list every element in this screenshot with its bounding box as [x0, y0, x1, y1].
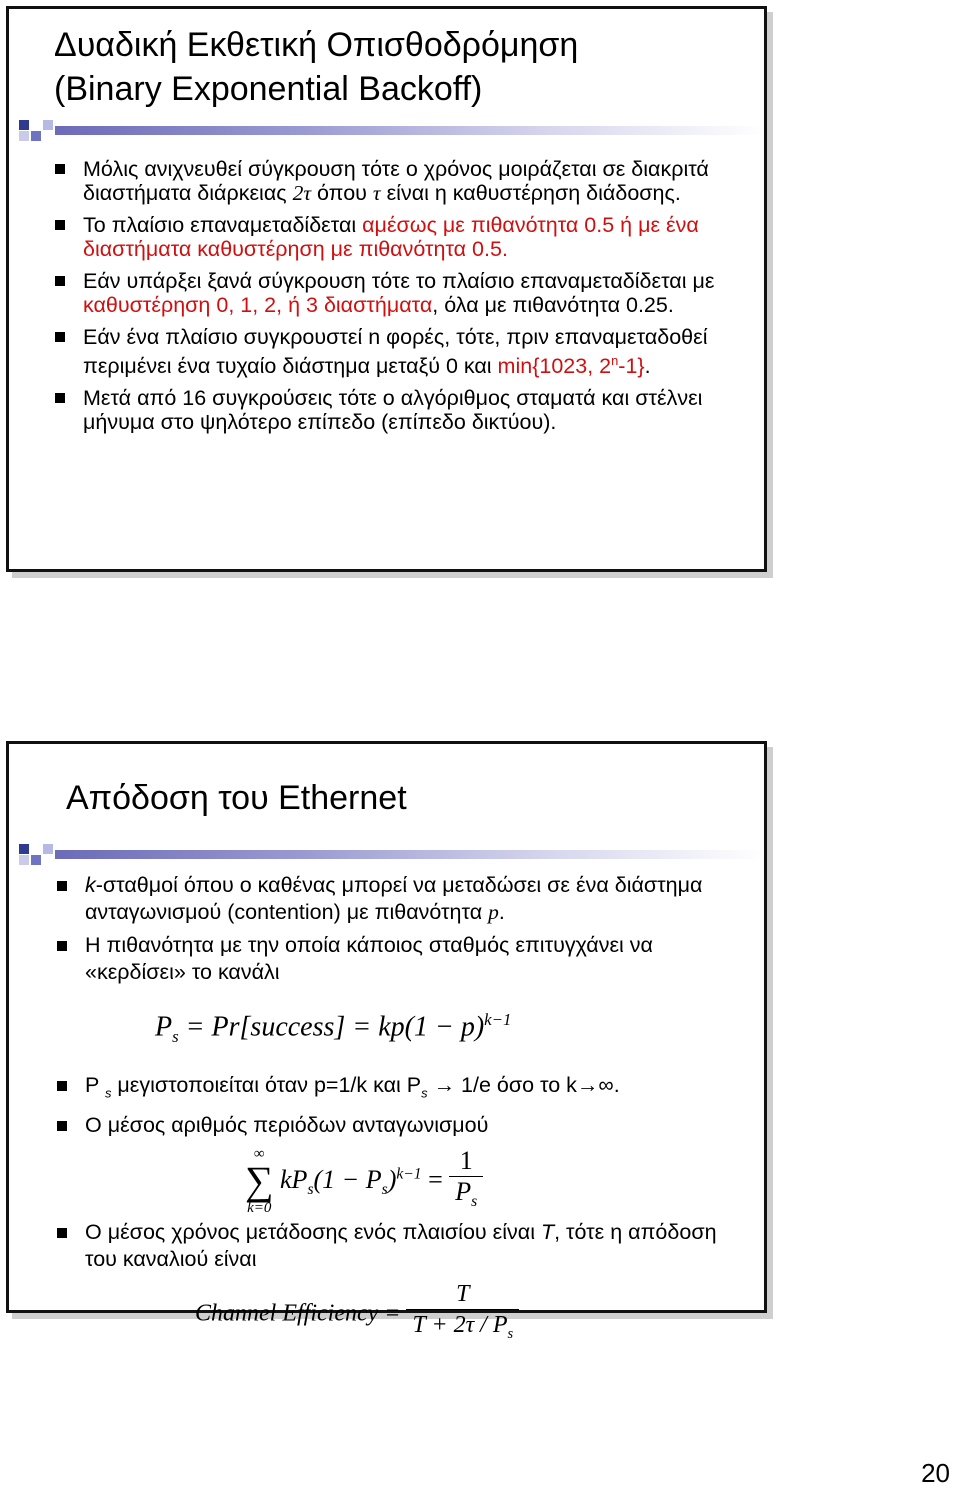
- slide-title: [54, 23, 578, 111]
- fraction-denominator: [449, 1177, 483, 1217]
- bullet-square-icon: [55, 164, 65, 174]
- title-rule: [19, 844, 764, 866]
- list-item: [53, 269, 743, 317]
- sum-upper: ∞: [253, 1146, 265, 1163]
- formula-sup: k−1: [396, 1164, 422, 1182]
- list-item: [53, 325, 743, 378]
- sum-body: [280, 1164, 450, 1198]
- bullet-square-icon: [57, 1228, 67, 1238]
- fraction-numerator: T: [406, 1279, 519, 1310]
- formula-sub: s: [172, 1026, 179, 1046]
- fraction-numerator: 1: [449, 1146, 483, 1177]
- title-line-1: Δυαδική Εκθετική Οπισθοδρόμηση: [54, 26, 579, 64]
- list-item: [55, 932, 745, 1064]
- list-item: [55, 1072, 745, 1106]
- fraction-1-over-ps: [449, 1146, 483, 1217]
- formula-text: (1 − P: [313, 1164, 382, 1194]
- bullet-text: όπου: [311, 181, 373, 205]
- list-item: [55, 1219, 745, 1343]
- bullet-square-icon: [55, 276, 65, 286]
- formula-mean-contention: [85, 1145, 745, 1217]
- min-expr-end: -1}: [618, 354, 645, 379]
- bullet-text: Ο μέσος αριθμός περιόδων ανταγωνισμού: [85, 1113, 489, 1138]
- list-item: [55, 1112, 745, 1217]
- formula-text: P: [455, 1176, 472, 1206]
- bullet-text: → 1/e όσο το k→∞.: [427, 1073, 620, 1097]
- bullet-square-icon: [55, 393, 65, 403]
- title-rule: [19, 120, 764, 142]
- list-item: [53, 386, 743, 434]
- symbol-k: k: [85, 873, 96, 897]
- bullet-list: [55, 872, 745, 1351]
- fraction-efficiency: [406, 1279, 519, 1349]
- formula-channel-efficiency: [85, 1279, 745, 1343]
- bullet-text: P: [85, 1073, 105, 1097]
- symbol-T: T: [540, 1220, 555, 1245]
- bullet-square-icon: [57, 1081, 67, 1091]
- highlight-text: καθυστέρηση 0, 1, 2, ή 3 διαστήματα: [83, 293, 433, 317]
- symbol-tau: τ: [372, 181, 381, 205]
- formula-sup: k−1: [484, 1010, 512, 1029]
- formula-text: ): [387, 1164, 397, 1194]
- list-item: [55, 872, 745, 926]
- formula-text: T + 2τ / P: [412, 1312, 508, 1339]
- formula-lhs: Channel Efficiency =: [195, 1300, 407, 1327]
- formula-success-probability: [85, 992, 745, 1064]
- bullet-text: Μόλις ανιχνευθεί σύγκρουση τότε ο χρόνος μοιράζεται σε διακριτά διαστήματα διάρκειας: [83, 157, 709, 205]
- symbol-2tau: 2τ: [292, 181, 312, 205]
- bullet-text: μεγιστοποιείται όταν p=1/k και P: [111, 1073, 422, 1097]
- formula-sub: s: [307, 1180, 314, 1198]
- sum-lower: k=0: [247, 1200, 272, 1217]
- subscript-s: s: [421, 1085, 428, 1101]
- list-item: [53, 157, 743, 205]
- formula-sub: s: [507, 1326, 514, 1343]
- highlight-text: [498, 354, 645, 378]
- bullet-text: είναι η καθυστέρηση διάδοσης.: [380, 181, 681, 205]
- bullet-text: , τότε η απόδοση του καναλιού είναι: [85, 1220, 717, 1272]
- bullet-text: Η πιθανότητα με την οποία κάποιος σταθμός επιτυγχάνει να «κερδίσει» το κανάλι: [85, 933, 653, 984]
- sum-symbol: [245, 1145, 274, 1217]
- bullet-text: .: [498, 900, 505, 924]
- bullet-text: -σταθμοί όπου ο καθένας μπορεί να μεταδώσει σε ένα διάστημα ανταγωνισμού (contention) με πιθανότητα: [85, 873, 703, 924]
- bullet-text: Το πλαίσιο επαναμεταδίδεται: [83, 213, 363, 237]
- bullet-square-icon: [55, 332, 65, 342]
- min-expr: min{1023, 2: [497, 354, 612, 379]
- subscript-s: s: [104, 1085, 112, 1101]
- bullet-square-icon: [57, 881, 67, 891]
- bullet-text: Ο μέσος χρόνος μετάδοσης ενός πλαισίου είναι: [85, 1220, 541, 1245]
- bullet-text: .: [644, 354, 651, 379]
- symbol-p: p: [488, 900, 499, 924]
- bullet-list: [53, 157, 743, 442]
- formula-text: P: [155, 1011, 173, 1043]
- equals: =: [421, 1164, 450, 1194]
- bullet-text: Εάν ένα πλαίσιο συγκρουστεί n φορές, τότε, πριν επαναμεταδοθεί περιμένει ένα τυχαίο διάστημα μεταξύ 0 και: [83, 325, 708, 379]
- slide-title: Απόδοση του Ethernet: [66, 779, 407, 817]
- bullet-square-icon: [57, 941, 67, 951]
- highlight-text: αμέσως με πιθανότητα 0.5 ή με ένα διαστήματα καθυστέρηση με πιθανότητα 0.5.: [83, 213, 699, 261]
- page-number: 20: [921, 1458, 950, 1488]
- fraction-denominator: [406, 1310, 519, 1349]
- bullet-text: Μετά από 16 συγκρούσεις τότε ο αλγόριθμος σταματά και στέλνει μήνυμα στο ψηλότερο επίπεδο (επίπεδο δικτύου).: [83, 386, 703, 435]
- list-item: [53, 213, 743, 261]
- exponent-n: n: [611, 353, 619, 368]
- bullet-text: , όλα με πιθανότητα 0.25.: [432, 293, 674, 317]
- formula-sub: s: [471, 1192, 478, 1210]
- slide-backoff: [6, 6, 767, 572]
- formula-sub: s: [381, 1180, 388, 1198]
- bullet-square-icon: [55, 220, 65, 230]
- bullet-square-icon: [57, 1121, 67, 1131]
- sigma-icon: ∑: [245, 1158, 274, 1204]
- formula-text: kP: [280, 1164, 308, 1194]
- bullet-text: Εάν υπάρξει ξανά σύγκρουση τότε το πλαίσιο επαναμεταδίδεται με: [83, 269, 715, 293]
- formula-text: = Pr[success] = kp(1 − p): [178, 1011, 485, 1043]
- title-line-2: (Binary Exponential Backoff): [54, 70, 483, 108]
